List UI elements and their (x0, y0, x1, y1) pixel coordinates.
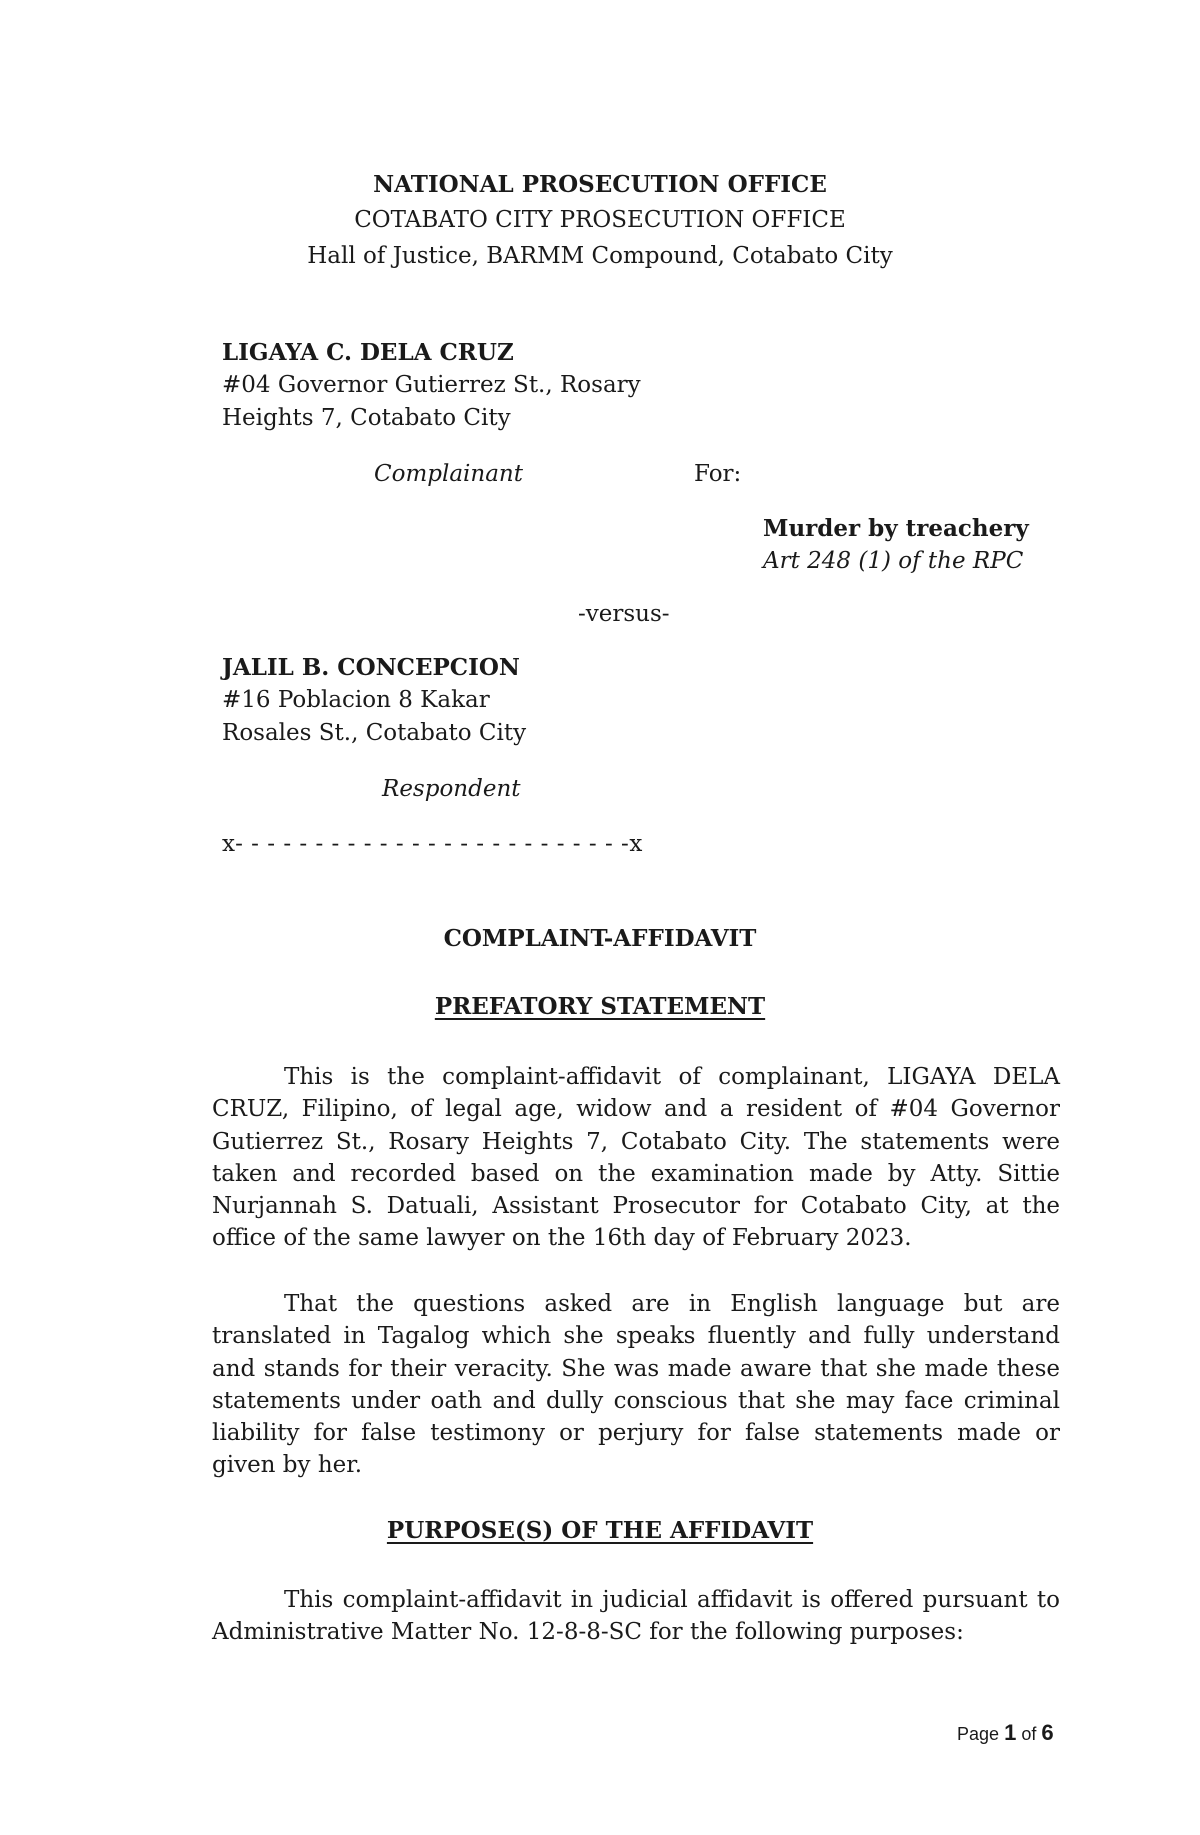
document-title: COMPLAINT-AFFIDAVIT (443, 925, 757, 952)
prefatory-paragraph-2: That the questions asked are in English language but are translated in Tagalog which she speaks fluently and fully understand and stands for their veracity. She was made aware that she made these statements under oath and dully conscious that she may face criminal liability for false testimony or perjury for false statements made or given by her. (212, 1291, 1060, 1479)
page-number (957, 1716, 1054, 1751)
respondent-role: Respondent (382, 776, 521, 802)
versus: -versus- (578, 601, 670, 627)
page-total: 6 (1041, 1720, 1054, 1745)
respondent-address-line1: #16 Poblacion 8 Kakar (222, 687, 490, 713)
of-label: of (1021, 1724, 1037, 1744)
complainant-address-line2: Heights 7, Cotabato City (222, 405, 511, 431)
complainant-role: Complainant (374, 461, 523, 487)
sub-office-heading: COTABATO CITY PROSECUTION OFFICE (354, 207, 846, 233)
article-reference: Art 248 (1) of the RPC (763, 548, 1024, 574)
complainant-name: LIGAYA C. DELA CRUZ (222, 339, 514, 366)
page-current: 1 (1004, 1720, 1017, 1745)
page-label: Page (957, 1724, 1000, 1744)
caption-separator: x- - - - - - - - - - - - - - - - - - - - - - - - -x (222, 831, 643, 857)
purpose-heading: PURPOSE(S) OF THE AFFIDAVIT (386, 1517, 814, 1544)
prefatory-paragraph-1: This is the complaint-affidavit of complainant, LIGAYA DELA CRUZ, Filipino, of legal age, widow and a resident of #04 Governor Gutierrez St., Rosary Heights 7, Cotabato City. The statements were taken and recorded based on the examination made by Atty. Sittie Nurjannah S. Datuali, Assistant Prosecutor for Cotabato City, at the office of the same lawyer on the 16th day of February 2023. (212, 1064, 1060, 1252)
offense: Murder by treachery (763, 515, 1029, 542)
respondent-name: JALIL B. CONCEPCION (222, 654, 520, 681)
purpose-paragraph-1: This complaint-affidavit in judicial affidavit is offered pursuant to Administrative Matter No. 12-8-8-SC for the following purposes: (212, 1587, 1060, 1646)
office-address: Hall of Justice, BARMM Compound, Cotabato City (307, 243, 893, 269)
prefatory-heading: PREFATORY STATEMENT (434, 993, 766, 1020)
respondent-address-line2: Rosales St., Cotabato City (222, 720, 527, 746)
office-heading: NATIONAL PROSECUTION OFFICE (373, 171, 827, 198)
for-label: For: (694, 461, 742, 487)
complainant-address-line1: #04 Governor Gutierrez St., Rosary (222, 372, 641, 398)
